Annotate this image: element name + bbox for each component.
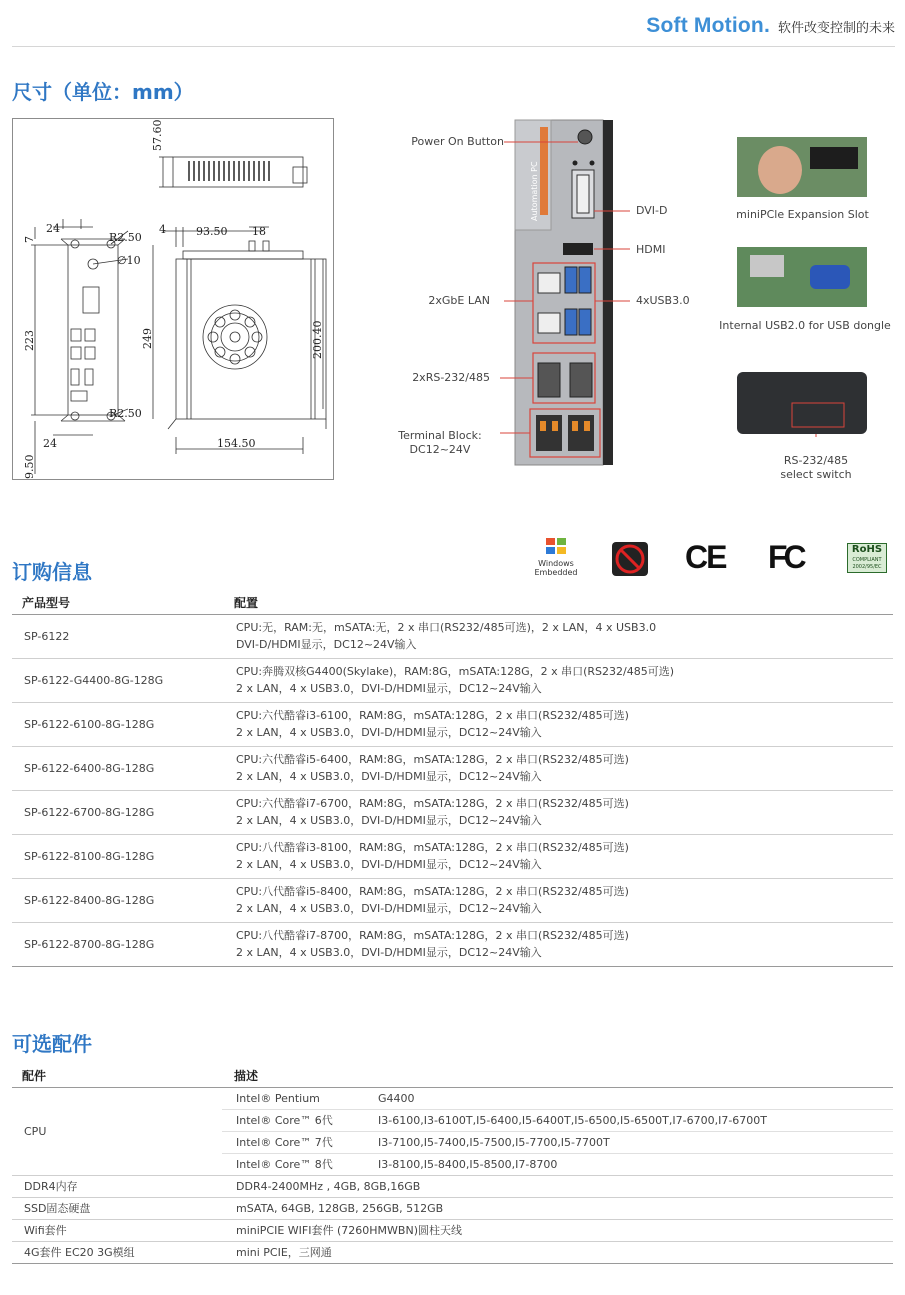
dim-hole: ∅10 bbox=[117, 254, 141, 267]
order-config-line2: 2 x LAN，4 x USB3.0，DVI-D/HDMI显示，DC12~24V输入 bbox=[236, 726, 542, 739]
order-table-header bbox=[12, 592, 893, 614]
table-row bbox=[12, 1219, 893, 1241]
dimensions-title: 尺寸（单位：mm） bbox=[12, 80, 194, 104]
order-config-line2: 2 x LAN，4 x USB3.0，DVI-D/HDMI显示，DC12~24V输入 bbox=[236, 858, 542, 871]
order-model: SP-6122-6100-8G-128G bbox=[12, 702, 222, 746]
table-row bbox=[12, 658, 893, 702]
order-config bbox=[222, 878, 893, 922]
technical-drawing bbox=[13, 119, 335, 481]
order-config-line1: CPU:六代酷睿i5-6400，RAM:8G，mSATA:128G，2 x 串口(RS232/485可选) bbox=[236, 753, 629, 766]
callout-terminal-voltage: DC12~24V bbox=[409, 443, 471, 456]
dim-front-top-margin: 7 bbox=[23, 236, 36, 243]
table-row bbox=[12, 702, 893, 746]
rohs-sub: COMPLIANT bbox=[852, 557, 882, 563]
option-label: SSD固态硬盘 bbox=[12, 1197, 222, 1219]
order-config bbox=[222, 790, 893, 834]
table-row bbox=[12, 1175, 893, 1197]
table-row bbox=[12, 922, 893, 966]
option-desc: DDR4-2400MHz , 4GB, 8GB,16GB bbox=[222, 1175, 893, 1197]
cpu-option-value: I3-8100,I5-8400,I5-8500,I7-8700 bbox=[368, 1153, 893, 1175]
option-label: Wifi套件 bbox=[12, 1219, 222, 1241]
cert-logos bbox=[525, 537, 895, 581]
dim-radius-bottom: R2.50 bbox=[109, 407, 142, 420]
ce-logo: CE bbox=[685, 539, 726, 575]
table-row bbox=[12, 878, 893, 922]
device-label-text: Automation PC bbox=[530, 161, 539, 221]
table-row bbox=[12, 834, 893, 878]
table-row bbox=[12, 746, 893, 790]
dim-front-height: 223 bbox=[23, 330, 36, 351]
order-model: SP-6122-8100-8G-128G bbox=[12, 834, 222, 878]
dim-side-depth: 154.50 bbox=[217, 437, 256, 450]
order-config-line2: 2 x LAN，4 x USB3.0，DVI-D/HDMI显示，DC12~24V输入 bbox=[236, 814, 542, 827]
dim-side-height2: 200.40 bbox=[311, 320, 324, 359]
callout-hdmi: HDMI bbox=[636, 243, 666, 256]
option-desc: miniPCIE WIFI套件 (7260HMWBN)圆柱天线 bbox=[222, 1219, 893, 1241]
order-model: SP-6122 bbox=[12, 614, 222, 658]
order-config-line2: DVI-D/HDMI显示，DC12~24V输入 bbox=[236, 638, 417, 651]
order-header-model: 产品型号 bbox=[12, 592, 222, 614]
callout-switch bbox=[760, 454, 872, 482]
dim-side-width2: 18 bbox=[252, 225, 266, 238]
rohs-logo bbox=[847, 543, 887, 573]
header-divider bbox=[12, 46, 895, 47]
order-config bbox=[222, 614, 893, 658]
fc-logo: FC bbox=[768, 539, 803, 575]
front-view-outline bbox=[68, 245, 118, 415]
order-config-line2: 2 x LAN，4 x USB3.0，DVI-D/HDMI显示，DC12~24V输入 bbox=[236, 902, 542, 915]
dim-top-height: 57.60 bbox=[151, 119, 164, 151]
callout-usb: 4xUSB3.0 bbox=[636, 294, 690, 307]
order-config-line1: CPU:奔腾双核G4400(Skylake)，RAM:8G，mSATA:128G，2 x 串口(RS232/485可选) bbox=[236, 665, 675, 678]
table-row bbox=[12, 614, 893, 658]
top-view-outline bbox=[173, 157, 303, 187]
options-table bbox=[12, 1065, 893, 1264]
table-row bbox=[12, 1087, 893, 1109]
order-config bbox=[222, 834, 893, 878]
rohs-sub2: 2002/95/EC bbox=[852, 564, 882, 570]
order-model: SP-6122-G4400-8G-128G bbox=[12, 658, 222, 702]
options-header-desc: 描述 bbox=[222, 1065, 893, 1087]
no-fan-icon bbox=[610, 541, 650, 581]
order-config-line1: CPU:六代酷睿i7-6700，RAM:8G，mSATA:128G，2 x 串口(RS232/485可选) bbox=[236, 797, 629, 810]
options-table-header bbox=[12, 1065, 893, 1087]
order-model: SP-6122-8400-8G-128G bbox=[12, 878, 222, 922]
dim-front-left-margin: 24 bbox=[46, 222, 60, 235]
order-model: SP-6122-6700-8G-128G bbox=[12, 790, 222, 834]
option-desc: mSATA, 64GB, 128GB, 256GB, 512GB bbox=[222, 1197, 893, 1219]
brand bbox=[646, 14, 895, 38]
order-table bbox=[12, 592, 893, 967]
ordering-title: 订购信息 bbox=[12, 560, 92, 584]
order-config-line1: CPU:无，RAM:无，mSATA:无，2 x 串口(RS232/485可选)，2 x LAN，4 x USB3.0 bbox=[236, 621, 657, 634]
page-header bbox=[0, 0, 905, 48]
cpu-option-name: Intel® Core™ 6代 bbox=[222, 1109, 368, 1131]
order-header-config: 配置 bbox=[222, 592, 893, 614]
cpu-option-value: I3-7100,I5-7400,I5-7500,I5-7700,I5-7700T bbox=[368, 1131, 893, 1153]
callout-minipcie: miniPCle Expansion Slot bbox=[736, 208, 869, 221]
dim-side-height: 249 bbox=[141, 328, 154, 349]
callout-switch-label: RS-232/485 bbox=[783, 454, 849, 467]
device-label bbox=[530, 125, 544, 225]
option-label: 4G套件 EC20 3G模组 bbox=[12, 1241, 222, 1263]
table-row bbox=[12, 790, 893, 834]
callout-power: Power On Button bbox=[411, 135, 504, 148]
order-config-line1: CPU:六代酷睿i3-6100，RAM:8G，mSATA:128G，2 x 串口(RS232/485可选) bbox=[236, 709, 629, 722]
order-config bbox=[222, 658, 893, 702]
callout-serial: 2xRS-232/485 bbox=[412, 371, 490, 384]
order-config-line1: CPU:八代酷睿i5-8400，RAM:8G，mSATA:128G，2 x 串口(RS232/485可选) bbox=[236, 885, 629, 898]
table-row bbox=[12, 1197, 893, 1219]
order-model: SP-6122-8700-8G-128G bbox=[12, 922, 222, 966]
callout-switch-label2: select switch bbox=[780, 468, 852, 481]
options-cpu-label: CPU bbox=[12, 1087, 222, 1175]
rohs-label: RoHS bbox=[851, 544, 883, 555]
order-config bbox=[222, 746, 893, 790]
options-header-accessory: 配件 bbox=[12, 1065, 222, 1087]
callout-lan: 2xGbE LAN bbox=[428, 294, 490, 307]
order-config-line2: 2 x LAN，4 x USB3.0，DVI-D/HDMI显示，DC12~24V输入 bbox=[236, 682, 542, 695]
brand-tagline: 软件改变控制的未来 bbox=[777, 21, 895, 36]
brand-name: Soft Motion. bbox=[646, 14, 770, 37]
order-model: SP-6122-6400-8G-128G bbox=[12, 746, 222, 790]
order-config bbox=[222, 702, 893, 746]
cpu-option-value: I3-6100,I3-6100T,I5-6400,I5-6400T,I5-6500,I5-6500T,I7-6700,I7-6700T bbox=[368, 1109, 893, 1131]
side-view-outline bbox=[176, 259, 326, 419]
options-title: 可选配件 bbox=[12, 1032, 92, 1056]
order-config-line1: CPU:八代酷睿i3-8100，RAM:8G，mSATA:128G，2 x 串口(RS232/485可选) bbox=[236, 841, 629, 854]
callout-usb-internal: Internal USB2.0 for USB dongle bbox=[719, 319, 891, 332]
order-config bbox=[222, 922, 893, 966]
cpu-option-value: G4400 bbox=[368, 1087, 893, 1109]
cpu-option-name: Intel® Pentium bbox=[222, 1087, 368, 1109]
callout-dvi: DVI-D bbox=[636, 204, 668, 217]
dim-side-inset: 4 bbox=[159, 223, 166, 236]
dimension-drawing bbox=[12, 118, 334, 480]
windows-flag-icon bbox=[544, 537, 568, 555]
order-config-line1: CPU:八代酷睿i7-8700，RAM:8G，mSATA:128G，2 x 串口(RS232/485可选) bbox=[236, 929, 629, 942]
option-desc: mini PCIE，三网通 bbox=[222, 1241, 893, 1263]
cpu-option-name: Intel® Core™ 8代 bbox=[222, 1153, 368, 1175]
table-row bbox=[12, 1241, 893, 1263]
product-photo-area bbox=[380, 115, 900, 490]
cpu-option-name: Intel® Core™ 7代 bbox=[222, 1131, 368, 1153]
windows-label: Windows bbox=[538, 559, 574, 568]
dim-front-bottom-width: 24 bbox=[43, 437, 57, 450]
windows-embedded-logo bbox=[533, 537, 579, 577]
callout-terminal bbox=[380, 429, 500, 457]
order-config-line2: 2 x LAN，4 x USB3.0，DVI-D/HDMI显示，DC12~24V输入 bbox=[236, 770, 542, 783]
order-config-line2: 2 x LAN，4 x USB3.0，DVI-D/HDMI显示，DC12~24V输入 bbox=[236, 946, 542, 959]
callout-terminal-label: Terminal Block: bbox=[398, 429, 482, 442]
dim-radius-top: R2.50 bbox=[109, 231, 142, 244]
option-label: DDR4内存 bbox=[12, 1175, 222, 1197]
dim-front-bottom-margin: 9.50 bbox=[23, 454, 36, 479]
windows-label2: Embedded bbox=[534, 568, 578, 577]
dim-side-width1: 93.50 bbox=[196, 225, 228, 238]
